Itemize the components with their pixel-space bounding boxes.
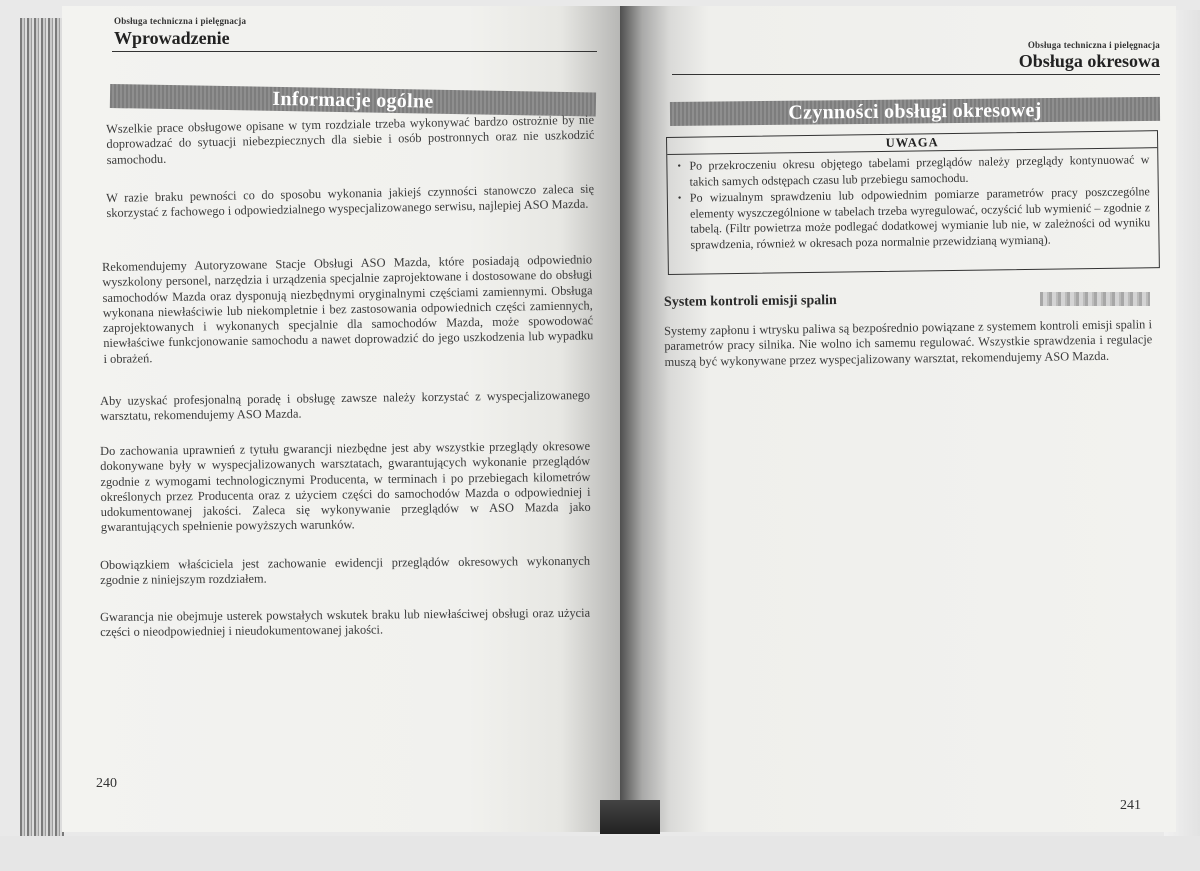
right-section-banner xyxy=(670,97,1160,126)
left-section-banner xyxy=(110,84,596,116)
right-banner-title: Czynności obsługi okresowej xyxy=(788,98,1042,124)
left-paragraph-2: W razie braku pewności co do sposobu wykonania jakiejś czynności stanowczo zaleca się skorzystać z fachowego i odpowiedzialnego wyspecjalizowanego serwisu, najlepiej ASO Mazda. xyxy=(106,181,595,221)
warning-note-list xyxy=(667,152,1158,253)
left-running-header: Obsługa techniczna i pielęgnacja xyxy=(114,16,247,26)
right-page xyxy=(620,6,1176,832)
left-paragraph-7: Gwarancja nie obejmuje usterek powstałych wskutek braku lub niewłaściwej obsługi oraz użycia części o nieodpowiedniej i nieudokumentowanej jakości. xyxy=(100,605,591,640)
left-paragraph-3: Rekomendujemy Autoryzowane Stacje Obsługi ASO Mazda, które posiadają odpowiednio wyszkolony personel, narzędzia i urządzenia specjalnie zaprojektowane i dostosowane do obsługi samochodów Mazda oraz dysponują niezbędnymi oryginalnymi częściami zamiennymi. Obsługa wykonana niewłaściwie lub niekompletnie i bez zastosowania odpowiednich części zamiennych, zaprojektowanych i wykonanych specjalnie dla samochodów Mazda, może spowodować niewłaściwe funkcjonowanie samochodu a nawet doprowadzić do jego uszkodzenia lub wypadku i obrażeń. xyxy=(102,252,594,366)
left-paragraph-5: Do zachowania uprawnień z tytułu gwarancji niezbędne jest aby wszystkie przeglądy okresowe dokonywane były w wyspecjalizowanych warsztatach, gwarantujących wykonanie przeglądów zgodnie z wymogami technologicznymi Producenta, w terminach i po przebiegach kilometrów określonych przez Producenta oraz z użyciem części do samochodów Mazda o odpowiedniej i udokumentowanej jakości. Zaleca się wykonywanie przeglądów w ASO Mazda jako gwarantujących spełnienie powyższych warunków. xyxy=(100,438,591,535)
left-banner-title: Informacje ogólne xyxy=(272,87,434,113)
right-running-header: Obsługa techniczna i pielęgnacja xyxy=(1027,40,1160,50)
warning-note-title: UWAGA xyxy=(667,131,1157,155)
left-paragraph-4: Aby uzyskać profesjonalną poradę i obsługę zawsze należy korzystać z wyspecjalizowanego warsztatu, rekomendujemy ASO Mazda. xyxy=(100,388,591,424)
book-page-edges xyxy=(20,18,64,836)
right-page-number: 241 xyxy=(1120,798,1141,813)
warning-note-item: • Po wizualnym sprawdzeniu lub odpowiednim pomiarze parametrów pracy poszczególne elementy wyszczególnione w tabelach trzeba wyregulować, oczyścić lub wymienić – zgodnie z tabelą. (Filtr powietrza może podlegać dodatkowej wymianie lub nie, w zależności od wyniku sprawdzenia, również w okresach poza normalnie przewidzianą wymianą). xyxy=(690,184,1151,253)
emission-subheading: System kontroli emisji spalin xyxy=(663,293,837,310)
emission-paragraph: Systemy zapłonu i wtrysku paliwa są bezpośrednio powiązane z systemem kontroli emisji spalin i parametrów pracy silnika. Nie wolno ich samemu regulować. Wszystkie sprawdzenia i regulacje muszą być wykonywane przez wyspecjalizowany warsztat, rekomendujemy ASO Mazda. xyxy=(664,317,1153,369)
left-section-title: Wprowadzenie xyxy=(114,28,230,48)
book-spine-shadow xyxy=(600,800,660,834)
left-paragraph-1: Wszelkie prace obsługowe opisane w tym rozdziale trzeba wykonywać bardzo ostrożnie by nie doprowadzać do sytuacji niebezpiecznych dla siebie i osób postronnych oraz nie uszkodzić samochodu. xyxy=(106,112,595,167)
warning-note-item: • Po przekroczeniu okresu objętego tabelami przeglądów należy przeglądy kontynuować w takich samych odstępach czasu lub przebiegu samochodu. xyxy=(689,152,1149,190)
right-header-rule xyxy=(672,74,1160,75)
scan-artifact xyxy=(1040,292,1150,306)
left-page xyxy=(62,6,642,832)
left-header-rule xyxy=(112,51,597,52)
left-paragraph-6: Obowiązkiem właściciela jest zachowanie ewidencji przeglądów okresowych wykonanych zgodnie z niniejszym rozdziałem. xyxy=(100,553,591,588)
scan-bottom-margin xyxy=(0,836,1200,871)
right-section-title: Obsługa okresowa xyxy=(1018,51,1160,71)
left-page-number: 240 xyxy=(96,776,117,791)
warning-note-box xyxy=(666,130,1160,275)
